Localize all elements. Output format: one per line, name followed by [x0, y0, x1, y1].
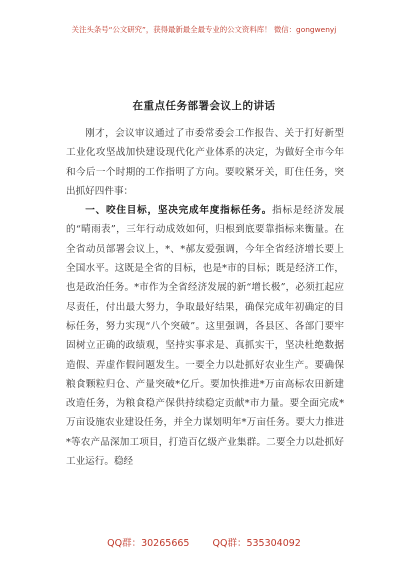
document-title: 在重点任务部署会议上的讲话 — [132, 100, 276, 112]
intro-paragraph — [66, 124, 344, 201]
section-one-text: 指标是经济发展的“晴雨表”，三年行动成效如何，归根到底要靠指标来衡量。在全省动员部署会议上，*、*郝友爱强调，今年全省经济增长要上全国水平。这既是全省的目标，也是*市的目标；既是经济工作，也是政治任务。*市作为全省经济发展的新“增长极”，必须扛起应尽责任，付出最大努力，争取最好结果，确保完成年初确定的目标任务，努力实现“八个突破”。这里强调，各县区、各部门要牢固树立正确的政绩观，坚持实事求是、真抓实干，坚决杜绝数据造假、弄虚作假问题发生。一要全力以赴抓好农业生产。要确保粮食颗粒归仓、产量突破*亿斤。要加快推进*万亩高标农田新建改造任务，为粮食稳产保供持续稳定贡献*市力量。要全面完成*万亩设施农业建设任务，并全力谋划明年*万亩任务。要大力推进*等农产品深加工项目，打造百亿级产业集群。二要全力以赴抓好工业运行。稳经 — [66, 205, 345, 468]
document-body — [66, 124, 344, 471]
footer-qq-group-2: QQ群：535304092 — [212, 538, 301, 549]
section-one-heading: 一、咬住目标，坚决完成年度指标任务。 — [85, 205, 273, 217]
footer-contact — [0, 535, 408, 549]
intro-paragraph-text: 刚才，会议审议通过了市委常委会工作报告、关于打好新型工业化攻坚战加快建设现代化产业体系的决定，为做好全市今年和今后一个时期的工作指明了方向。要咬紧牙关，盯住任务，突出抓好四件事： — [66, 128, 344, 197]
header-watermark-banner: 关注头条号“公文研究”，获得最新最全最专业的公文资料库！ 微信：gongwenyj — [71, 25, 337, 34]
section-one-paragraph — [66, 201, 344, 471]
footer-qq-group-1: QQ群：30265665 — [107, 538, 190, 549]
